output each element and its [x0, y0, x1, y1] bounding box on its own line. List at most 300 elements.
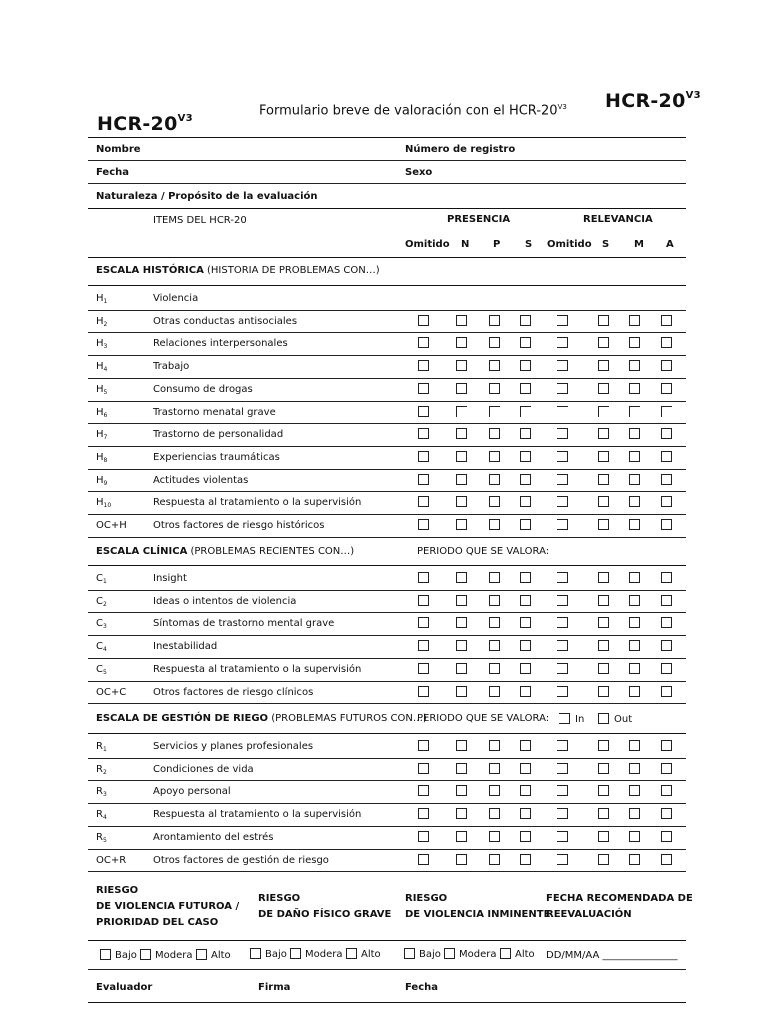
row-divider: [88, 635, 686, 636]
item-code-number: 7: [103, 434, 108, 442]
historica-item-relevancia-a-checkbox[interactable]: [661, 519, 672, 530]
bajo-checkbox-1[interactable]: [100, 949, 111, 960]
historica-item-presencia-s-checkbox[interactable]: [520, 496, 531, 507]
historica-item-relevancia-a-checkbox[interactable]: [661, 315, 672, 326]
row-divider: [88, 355, 686, 356]
clinica-item-presencia-s-checkbox[interactable]: [520, 663, 531, 674]
gestion-item-relevancia-m-checkbox[interactable]: [629, 808, 640, 819]
divider: [88, 208, 686, 209]
gestion-item-presencia-n-checkbox[interactable]: [456, 740, 467, 751]
clinica-item-presencia-omitido-checkbox[interactable]: [418, 686, 429, 697]
historica-item-relevancia-s-checkbox[interactable]: [598, 315, 609, 326]
item-code-letter: OC+H: [96, 520, 127, 531]
clinica-item-presencia-s-checkbox[interactable]: [520, 617, 531, 628]
item-code-letter: C: [96, 595, 103, 607]
row-divider: [88, 803, 686, 804]
historica-item-relevancia-s-checkbox[interactable]: [598, 428, 609, 439]
clinica-item-relevancia-m-checkbox[interactable]: [629, 663, 640, 674]
item-code-number: 2: [102, 600, 107, 608]
gestion-item-presencia-omitido-checkbox[interactable]: [418, 854, 429, 865]
in-checkbox[interactable]: [559, 713, 570, 724]
gestion-item-presencia-n-checkbox[interactable]: [456, 763, 467, 774]
gestion-item-relevancia-m-checkbox[interactable]: [629, 785, 640, 796]
row-divider: [88, 423, 686, 424]
summary-col2: RIESGO DE DAÑO FÍSICO GRAVE: [258, 893, 392, 920]
item-code-number: 9: [103, 479, 108, 487]
historica-item-relevancia-omitido-checkbox[interactable]: [557, 315, 568, 326]
row-divider: [88, 401, 686, 402]
divider: [88, 733, 686, 734]
gestion-periodo: PERIODO QUE SE VALORA:: [417, 713, 550, 724]
historica-item-presencia-n-checkbox[interactable]: [456, 496, 467, 507]
clinica-item-presencia-p-checkbox[interactable]: [489, 572, 500, 583]
row-divider: [88, 681, 686, 682]
gestion-item-relevancia-omitido-checkbox[interactable]: [557, 763, 568, 774]
historica-item-presencia-s-checkbox[interactable]: [520, 315, 531, 326]
historica-item-presencia-n-checkbox[interactable]: [456, 451, 467, 462]
item-code-number: 5: [102, 668, 107, 676]
item-code-letter: C: [96, 618, 103, 630]
gestion-item-presencia-p-checkbox[interactable]: [489, 808, 500, 819]
gestion-item-presencia-p-checkbox[interactable]: [489, 763, 500, 774]
clinica-item-relevancia-m-checkbox[interactable]: [629, 686, 640, 697]
historica-item-relevancia-m-checkbox[interactable]: [629, 428, 640, 439]
clinica-item-relevancia-omitido-checkbox[interactable]: [557, 572, 568, 583]
gestion-item-presencia-n-checkbox[interactable]: [456, 785, 467, 796]
row-divider: [88, 514, 686, 515]
moderado-checkbox-3[interactable]: [444, 948, 455, 959]
clinica-item-presencia-n-checkbox[interactable]: [456, 572, 467, 583]
clinica-item-presencia-omitido-checkbox[interactable]: [418, 663, 429, 674]
historica-item-presencia-n-checkbox[interactable]: [456, 360, 467, 371]
presencia-header: PRESENCIA: [447, 214, 511, 225]
gestion-item-relevancia-m-checkbox[interactable]: [629, 854, 640, 865]
historica-item-presencia-p-checkbox[interactable]: [489, 496, 500, 507]
gestion-item-presencia-p-checkbox[interactable]: [489, 740, 500, 751]
gestion-item-relevancia-m-checkbox[interactable]: [629, 763, 640, 774]
historica-item-relevancia-omitido-checkbox[interactable]: [557, 428, 568, 439]
historica-item-relevancia-s-checkbox[interactable]: [598, 519, 609, 530]
alto-label-1: Alto: [211, 950, 231, 961]
historica-item-presencia-s-checkbox[interactable]: [520, 383, 531, 394]
historica-item-presencia-p-checkbox[interactable]: [489, 383, 500, 394]
historica-item-presencia-p-checkbox[interactable]: [489, 360, 500, 371]
clinica-item-presencia-omitido-checkbox[interactable]: [418, 640, 429, 651]
item-code-letter: H: [96, 429, 104, 441]
gestion-item-presencia-omitido-checkbox[interactable]: [418, 808, 429, 819]
clinica-item-relevancia-s-checkbox[interactable]: [598, 640, 609, 651]
row-divider: [88, 780, 686, 781]
gestion-item-code: [96, 786, 107, 798]
item-code-number: 1: [103, 298, 108, 305]
clinica-item-code: [96, 573, 107, 585]
item-code-letter: C: [96, 663, 103, 675]
gestion-item-relevancia-m-checkbox[interactable]: [629, 740, 640, 751]
evaluador-label: Evaluador: [96, 982, 153, 993]
clinica-item-presencia-s-checkbox[interactable]: [520, 686, 531, 697]
historica-item-relevancia-omitido-checkbox[interactable]: [557, 383, 568, 394]
historica-item-relevancia-m-checkbox[interactable]: [629, 406, 640, 417]
clinica-item-relevancia-m-checkbox[interactable]: [629, 595, 640, 606]
clinica-item-relevancia-m-checkbox[interactable]: [629, 640, 640, 651]
historica-item-presencia-s-checkbox[interactable]: [520, 337, 531, 348]
item-code-letter: C: [96, 641, 103, 653]
clinica-item-label: Síntomas de trastorno mental grave: [153, 618, 335, 630]
sexo-label: Sexo: [405, 167, 433, 178]
historica-item-relevancia-a-checkbox[interactable]: [661, 474, 672, 485]
clinica-item-code: [96, 618, 107, 630]
fecha-footer-label: Fecha: [405, 982, 439, 993]
clinica-item-relevancia-a-checkbox[interactable]: [661, 640, 672, 651]
historica-item-presencia-n-checkbox[interactable]: [456, 315, 467, 326]
row-divider: [88, 826, 686, 827]
bajo-checkbox-2[interactable]: [250, 948, 261, 959]
historica-item-presencia-p-checkbox[interactable]: [489, 406, 500, 417]
gestion-item-relevancia-s-checkbox[interactable]: [598, 808, 609, 819]
historica-item-relevancia-a-checkbox[interactable]: [661, 360, 672, 371]
gestion-item-label: Apoyo personal: [153, 786, 231, 798]
historica-item-relevancia-omitido-checkbox[interactable]: [557, 337, 568, 348]
clinica-item-code: [96, 641, 107, 653]
bajo-label-3: Bajo: [419, 949, 441, 960]
moderado-checkbox-1[interactable]: [140, 949, 151, 960]
col-relevancia-s: S: [602, 239, 610, 250]
historica-item-presencia-p-checkbox[interactable]: [489, 428, 500, 439]
historica-item-label: Trastorno de personalidad: [153, 429, 284, 441]
gestion-item-presencia-s-checkbox[interactable]: [520, 785, 531, 796]
naturaleza-label: Naturaleza / Propósito de la evaluación: [96, 191, 318, 202]
gestion-item-presencia-n-checkbox[interactable]: [456, 831, 467, 842]
historica-item-presencia-s-checkbox[interactable]: [520, 360, 531, 371]
gestion-item-presencia-s-checkbox[interactable]: [520, 831, 531, 842]
item-code-number: 2: [103, 320, 108, 328]
numero-registro-label: Número de registro: [405, 144, 516, 155]
historica-item-presencia-omitido-checkbox[interactable]: [418, 519, 429, 530]
gestion-item-label: Servicios y planes profesionales: [153, 741, 314, 752]
gestion-item-presencia-omitido-checkbox[interactable]: [418, 831, 429, 842]
gestion-item-relevancia-omitido-checkbox[interactable]: [557, 808, 568, 819]
gestion-item-code: [96, 764, 107, 776]
gestion-item-relevancia-s-checkbox[interactable]: [598, 740, 609, 751]
historica-item-presencia-p-checkbox[interactable]: [489, 337, 500, 348]
clinica-item-label: Inestabilidad: [153, 641, 218, 653]
item-code-letter: OC+R: [96, 854, 127, 866]
historica-item-label: Actitudes violentas: [153, 474, 249, 486]
out-label: Out: [614, 714, 633, 725]
out-checkbox[interactable]: [598, 713, 609, 724]
historica-item-code: [96, 316, 107, 328]
gestion-item-relevancia-a-checkbox[interactable]: [661, 740, 672, 751]
clinica-item-relevancia-s-checkbox[interactable]: [598, 686, 609, 697]
divider: [88, 285, 686, 286]
row-divider: [88, 491, 686, 492]
historica-item-label: Otros factores de riesgo históricos: [153, 520, 325, 531]
historica-item-presencia-s-checkbox[interactable]: [520, 474, 531, 485]
gestion-item-presencia-p-checkbox[interactable]: [489, 785, 500, 796]
gestion-item-relevancia-a-checkbox[interactable]: [661, 808, 672, 819]
bajo-checkbox-3[interactable]: [404, 948, 415, 959]
historica-item-relevancia-a-checkbox[interactable]: [661, 451, 672, 462]
historica-item-relevancia-omitido-checkbox[interactable]: [557, 406, 568, 417]
clinica-item-relevancia-omitido-checkbox[interactable]: [557, 686, 568, 697]
historica-item-presencia-p-checkbox[interactable]: [489, 519, 500, 530]
clinica-item-presencia-p-checkbox[interactable]: [489, 595, 500, 606]
historica-item-relevancia-m-checkbox[interactable]: [629, 496, 640, 507]
items-title: ITEMS DEL HCR-20: [153, 215, 247, 226]
logo-right: HCR-$20^{V3}$: [605, 89, 701, 112]
alto-checkbox-3[interactable]: [500, 948, 511, 959]
gestion-item-presencia-s-checkbox[interactable]: [520, 808, 531, 819]
gestion-item-presencia-s-checkbox[interactable]: [520, 854, 531, 865]
bajo-label-2: Bajo: [265, 949, 287, 960]
gestion-item-relevancia-omitido-checkbox[interactable]: [557, 831, 568, 842]
historica-item-relevancia-a-checkbox[interactable]: [661, 428, 672, 439]
historica-item-relevancia-m-checkbox[interactable]: [629, 315, 640, 326]
gestion-item-relevancia-m-checkbox[interactable]: [629, 831, 640, 842]
historica-item-relevancia-m-checkbox[interactable]: [629, 383, 640, 394]
item-code-number: 10: [103, 502, 112, 510]
historica-item-presencia-omitido-checkbox[interactable]: [418, 337, 429, 348]
item-code-letter: R: [96, 763, 103, 775]
gestion-item-relevancia-a-checkbox[interactable]: [661, 854, 672, 865]
gestion-item-relevancia-a-checkbox[interactable]: [661, 831, 672, 842]
clinica-item-presencia-n-checkbox[interactable]: [456, 617, 467, 628]
gestion-item-relevancia-s-checkbox[interactable]: [598, 831, 609, 842]
row-divider: [88, 446, 686, 447]
gestion-item-relevancia-omitido-checkbox[interactable]: [557, 740, 568, 751]
gestion-item-presencia-omitido-checkbox[interactable]: [418, 763, 429, 774]
col-presencia-omitido: Omitido: [405, 239, 450, 250]
summary-col4: FECHA RECOMENDADA DE REEVALUACIÓN: [546, 893, 693, 920]
historica-item-presencia-n-checkbox[interactable]: [456, 337, 467, 348]
moderado-label-3: Modera: [459, 949, 497, 960]
historica-item-presencia-omitido-checkbox[interactable]: [418, 360, 429, 371]
row-divider: [88, 310, 686, 311]
item-code-number: 3: [102, 791, 107, 799]
item-code-letter: OC+C: [96, 686, 127, 698]
clinica-item-presencia-p-checkbox[interactable]: [489, 663, 500, 674]
item-code-number: 4: [103, 366, 108, 374]
clinica-item-presencia-p-checkbox[interactable]: [489, 617, 500, 628]
historica-item-relevancia-s-checkbox[interactable]: [598, 474, 609, 485]
item-code-number: 5: [103, 388, 108, 396]
historica-item-code: [96, 293, 107, 305]
gestion-item-presencia-omitido-checkbox[interactable]: [418, 740, 429, 751]
item-code-letter: R: [96, 809, 103, 821]
clinica-item-relevancia-omitido-checkbox[interactable]: [557, 663, 568, 674]
firma-label: Firma: [258, 982, 291, 993]
historica-item-presencia-omitido-checkbox[interactable]: [418, 315, 429, 326]
col-presencia-n: N: [461, 239, 470, 250]
clinica-item-label: Ideas o intentos de violencia: [153, 595, 297, 607]
item-code-letter: H: [96, 361, 104, 373]
clinica-item-presencia-n-checkbox[interactable]: [456, 595, 467, 606]
gestion-item-presencia-s-checkbox[interactable]: [520, 763, 531, 774]
gestion-item-presencia-p-checkbox[interactable]: [489, 854, 500, 865]
gestion-item-code: [96, 832, 107, 844]
gestion-item-relevancia-a-checkbox[interactable]: [661, 763, 672, 774]
clinica-item-presencia-omitido-checkbox[interactable]: [418, 595, 429, 606]
gestion-item-presencia-n-checkbox[interactable]: [456, 808, 467, 819]
clinica-item-presencia-omitido-checkbox[interactable]: [418, 617, 429, 628]
clinica-item-relevancia-omitido-checkbox[interactable]: [557, 640, 568, 651]
historica-item-presencia-omitido-checkbox[interactable]: [418, 428, 429, 439]
historica-item-relevancia-a-checkbox[interactable]: [661, 496, 672, 507]
historica-item-relevancia-m-checkbox[interactable]: [629, 519, 640, 530]
historica-item-relevancia-s-checkbox[interactable]: [598, 383, 609, 394]
moderado-checkbox-2[interactable]: [290, 948, 301, 959]
clinica-item-presencia-n-checkbox[interactable]: [456, 640, 467, 651]
item-code-number: 3: [103, 343, 108, 351]
item-code-number: 4: [102, 646, 107, 654]
item-code-letter: H: [96, 451, 104, 463]
historica-item-relevancia-s-checkbox[interactable]: [598, 451, 609, 462]
clinica-item-presencia-n-checkbox[interactable]: [456, 663, 467, 674]
historica-item-relevancia-omitido-checkbox[interactable]: [557, 496, 568, 507]
clinica-item-label: Otros factores de riesgo clínicos: [153, 686, 314, 698]
historica-item-code: [96, 338, 107, 350]
clinica-item-relevancia-a-checkbox[interactable]: [661, 572, 672, 583]
historica-item-label: Otras conductas antisociales: [153, 315, 298, 327]
historica-item-presencia-n-checkbox[interactable]: [456, 406, 467, 417]
alto-checkbox-1[interactable]: [196, 949, 207, 960]
historica-item-relevancia-omitido-checkbox[interactable]: [557, 474, 568, 485]
item-code-letter: H: [96, 497, 104, 509]
clinica-item-code: [96, 596, 107, 608]
historica-item-relevancia-a-checkbox[interactable]: [661, 406, 672, 417]
gestion-item-relevancia-s-checkbox[interactable]: [598, 854, 609, 865]
gestion-item-label: Condiciones de vida: [153, 763, 254, 775]
clinica-item-presencia-p-checkbox[interactable]: [489, 640, 500, 651]
form-title: Formulario breve de valoración con el HCR-$20^{V3}$: [259, 103, 567, 119]
item-code-letter: H: [96, 338, 104, 350]
historica-item-presencia-omitido-checkbox[interactable]: [418, 406, 429, 417]
historica-item-label: Respuesta al tratamiento o la supervisión: [153, 497, 362, 509]
divider: [88, 1002, 686, 1003]
item-code-letter: H: [96, 315, 104, 327]
gestion-item-relevancia-s-checkbox[interactable]: [598, 763, 609, 774]
gestion-item-relevancia-omitido-checkbox[interactable]: [557, 854, 568, 865]
historica-item-relevancia-a-checkbox[interactable]: [661, 337, 672, 348]
clinica-item-presencia-p-checkbox[interactable]: [489, 686, 500, 697]
clinica-item-relevancia-a-checkbox[interactable]: [661, 595, 672, 606]
reevaluation-date-field[interactable]: DD/MM/AA _______________: [546, 950, 678, 961]
item-code-letter: H: [96, 293, 104, 304]
clinica-item-code: [96, 664, 107, 676]
historica-item-presencia-omitido-checkbox[interactable]: [418, 383, 429, 394]
clinica-item-presencia-omitido-checkbox[interactable]: [418, 572, 429, 583]
historica-item-code: [96, 384, 107, 396]
col-presencia-s: S: [525, 239, 533, 250]
historica-item-relevancia-s-checkbox[interactable]: [598, 496, 609, 507]
clinica-item-relevancia-a-checkbox[interactable]: [661, 617, 672, 628]
historica-item-presencia-n-checkbox[interactable]: [456, 474, 467, 485]
historica-item-presencia-omitido-checkbox[interactable]: [418, 496, 429, 507]
clinica-title: ESCALA CLÍNICA (PROBLEMAS RECIENTES CON…): [96, 546, 355, 557]
gestion-item-label: Otros factores de gestión de riesgo: [153, 854, 329, 866]
historica-item-relevancia-m-checkbox[interactable]: [629, 474, 640, 485]
historica-item-presencia-n-checkbox[interactable]: [456, 428, 467, 439]
item-code-number: 3: [102, 623, 107, 631]
historica-item-relevancia-m-checkbox[interactable]: [629, 337, 640, 348]
item-code-number: 5: [102, 836, 107, 844]
historica-item-code: [96, 407, 107, 419]
clinica-item-relevancia-a-checkbox[interactable]: [661, 663, 672, 674]
clinica-item-relevancia-omitido-checkbox[interactable]: [557, 617, 568, 628]
historica-item-relevancia-s-checkbox[interactable]: [598, 337, 609, 348]
historica-item-relevancia-s-checkbox[interactable]: [598, 360, 609, 371]
clinica-item-relevancia-omitido-checkbox[interactable]: [557, 595, 568, 606]
clinica-item-presencia-n-checkbox[interactable]: [456, 686, 467, 697]
gestion-item-relevancia-s-checkbox[interactable]: [598, 785, 609, 796]
bajo-label-1: Bajo: [115, 950, 137, 961]
historica-item-code: [96, 475, 107, 487]
historica-item-presencia-n-checkbox[interactable]: [456, 383, 467, 394]
historica-item-presencia-s-checkbox[interactable]: [520, 406, 531, 417]
historica-item-presencia-omitido-checkbox[interactable]: [418, 474, 429, 485]
historica-item-presencia-s-checkbox[interactable]: [520, 428, 531, 439]
gestion-title: ESCALA DE GESTIÓN DE RIEGO (PROBLEMAS FUTUROS CON…): [96, 713, 427, 724]
historica-item-presencia-s-checkbox[interactable]: [520, 451, 531, 462]
gestion-item-presencia-n-checkbox[interactable]: [456, 854, 467, 865]
historica-item-relevancia-omitido-checkbox[interactable]: [557, 360, 568, 371]
clinica-item-relevancia-s-checkbox[interactable]: [598, 595, 609, 606]
historica-item-presencia-s-checkbox[interactable]: [520, 519, 531, 530]
clinica-item-presencia-s-checkbox[interactable]: [520, 572, 531, 583]
relevancia-header: RELEVANCIA: [583, 214, 653, 225]
clinica-item-label: Respuesta al tratamiento o la supervisión: [153, 663, 362, 675]
clinica-item-relevancia-s-checkbox[interactable]: [598, 663, 609, 674]
historica-item-relevancia-m-checkbox[interactable]: [629, 360, 640, 371]
historica-item-relevancia-m-checkbox[interactable]: [629, 451, 640, 462]
summary-col1: RIESGO DE VIOLENCIA FUTUROA / PRIORIDAD DEL CASO: [96, 885, 240, 928]
divider: [88, 940, 686, 941]
logo-left: HCR-$20^{V3}$: [97, 112, 193, 135]
historica-item-relevancia-a-checkbox[interactable]: [661, 383, 672, 394]
gestion-item-relevancia-a-checkbox[interactable]: [661, 785, 672, 796]
fecha-label: Fecha: [96, 167, 130, 178]
clinica-item-presencia-s-checkbox[interactable]: [520, 640, 531, 651]
historica-item-relevancia-omitido-checkbox[interactable]: [557, 519, 568, 530]
alto-checkbox-2[interactable]: [346, 948, 357, 959]
gestion-item-presencia-omitido-checkbox[interactable]: [418, 785, 429, 796]
historica-item-presencia-p-checkbox[interactable]: [489, 451, 500, 462]
clinica-item-label: Insight: [153, 573, 187, 584]
historica-item-presencia-n-checkbox[interactable]: [456, 519, 467, 530]
item-code-letter: R: [96, 741, 103, 752]
historica-item-presencia-p-checkbox[interactable]: [489, 315, 500, 326]
gestion-item-presencia-p-checkbox[interactable]: [489, 831, 500, 842]
historica-item-relevancia-s-checkbox[interactable]: [598, 406, 609, 417]
gestion-item-presencia-s-checkbox[interactable]: [520, 740, 531, 751]
clinica-item-relevancia-a-checkbox[interactable]: [661, 686, 672, 697]
clinica-item-presencia-s-checkbox[interactable]: [520, 595, 531, 606]
clinica-item-relevancia-s-checkbox[interactable]: [598, 572, 609, 583]
gestion-item-relevancia-omitido-checkbox[interactable]: [557, 785, 568, 796]
clinica-item-relevancia-m-checkbox[interactable]: [629, 572, 640, 583]
in-label: In: [575, 714, 585, 725]
historica-item-presencia-p-checkbox[interactable]: [489, 474, 500, 485]
item-code-letter: H: [96, 383, 104, 395]
historica-item-relevancia-omitido-checkbox[interactable]: [557, 451, 568, 462]
divider: [88, 565, 686, 566]
clinica-item-relevancia-m-checkbox[interactable]: [629, 617, 640, 628]
clinica-item-relevancia-s-checkbox[interactable]: [598, 617, 609, 628]
col-relevancia-omitido: Omitido: [547, 239, 592, 250]
item-code-number: 1: [102, 746, 107, 753]
item-code-letter: R: [96, 831, 103, 843]
historica-item-presencia-omitido-checkbox[interactable]: [418, 451, 429, 462]
